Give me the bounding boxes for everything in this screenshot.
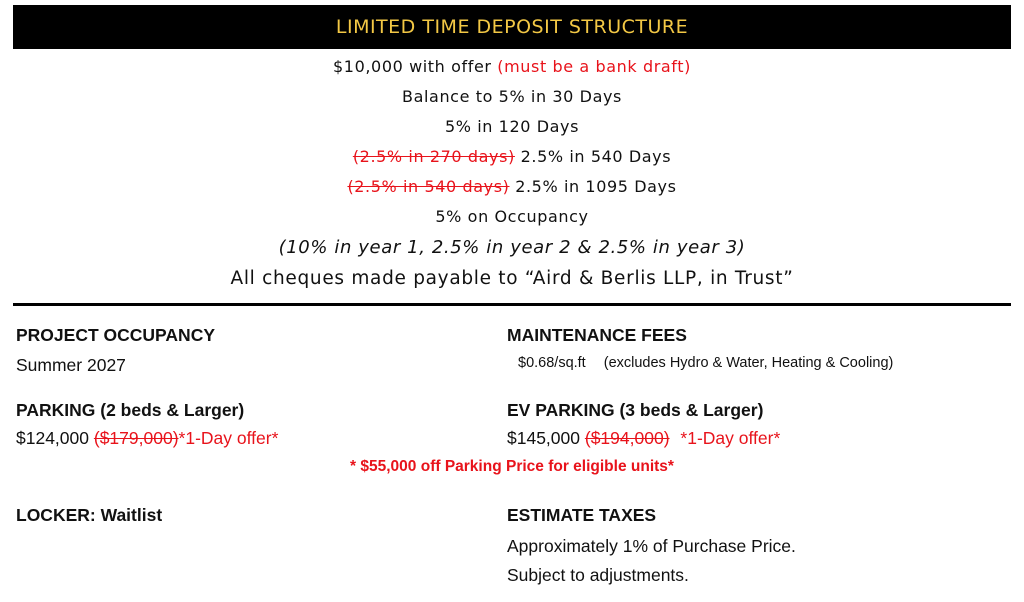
maintenance-excludes: (excludes Hydro & Water, Heating & Cooling) [603,355,894,371]
title-banner [13,5,1011,49]
ev-parking-heading: EV PARKING (3 beds & Larger) [507,400,764,420]
occupancy-value: Summer 2027 [16,355,126,375]
deposit-line-4 [0,142,1024,172]
deposit-breakdown: (10% in year 1, 2.5% in year 2 & 2.5% in year 3) [278,237,746,258]
payable-note: All cheques made payable to “Aird & Berlis LLP, in Trust” [230,268,794,289]
deposit-line-6: 5% on Occupancy [435,207,589,226]
ev-parking-old-price: ($194,000) [584,428,670,448]
ev-parking-price: $145,000 [507,428,580,448]
deposit-amount: $10,000 with offer [333,57,492,76]
section-divider [13,303,1011,306]
deposit-schedule [0,52,1024,294]
maintenance-rate: $0.68/sq.ft [518,355,586,371]
parking-old-price: ($179,000) [93,428,179,448]
taxes-line-1: Approximately 1% of Purchase Price. [507,536,796,556]
deposit-line-5 [0,172,1024,202]
locker-heading: LOCKER: Waitlist [16,505,163,525]
parking-discount-note: * $55,000 off Parking Price for eligible units* [350,458,674,475]
new-term: 2.5% in 540 Days [520,147,672,166]
deposit-line-3: 5% in 120 Days [444,117,580,136]
parking-price-line [16,428,278,449]
new-term: 2.5% in 1095 Days [515,177,677,196]
ev-parking-offer: *1-Day offer* [680,428,781,448]
parking-price: $124,000 [16,428,89,448]
ev-parking-price-line [507,428,780,449]
taxes-heading: ESTIMATE TAXES [507,505,657,525]
taxes-line-2: Subject to adjustments. [507,565,689,585]
occupancy-heading: PROJECT OCCUPANCY [16,325,216,345]
parking-offer: *1-Day offer* [178,428,279,448]
deposit-line-1 [0,52,1024,82]
parking-heading: PARKING (2 beds & Larger) [16,400,245,420]
maintenance-heading: MAINTENANCE FEES [507,325,687,345]
maintenance-value [518,355,893,371]
struck-term: (2.5% in 540 days) [347,177,510,196]
deposit-line-2: Balance to 5% in 30 Days [402,87,622,106]
deposit-note: (must be a bank draft) [497,57,691,76]
struck-term: (2.5% in 270 days) [352,147,515,166]
banner-title: LIMITED TIME DEPOSIT STRUCTURE [335,16,689,38]
